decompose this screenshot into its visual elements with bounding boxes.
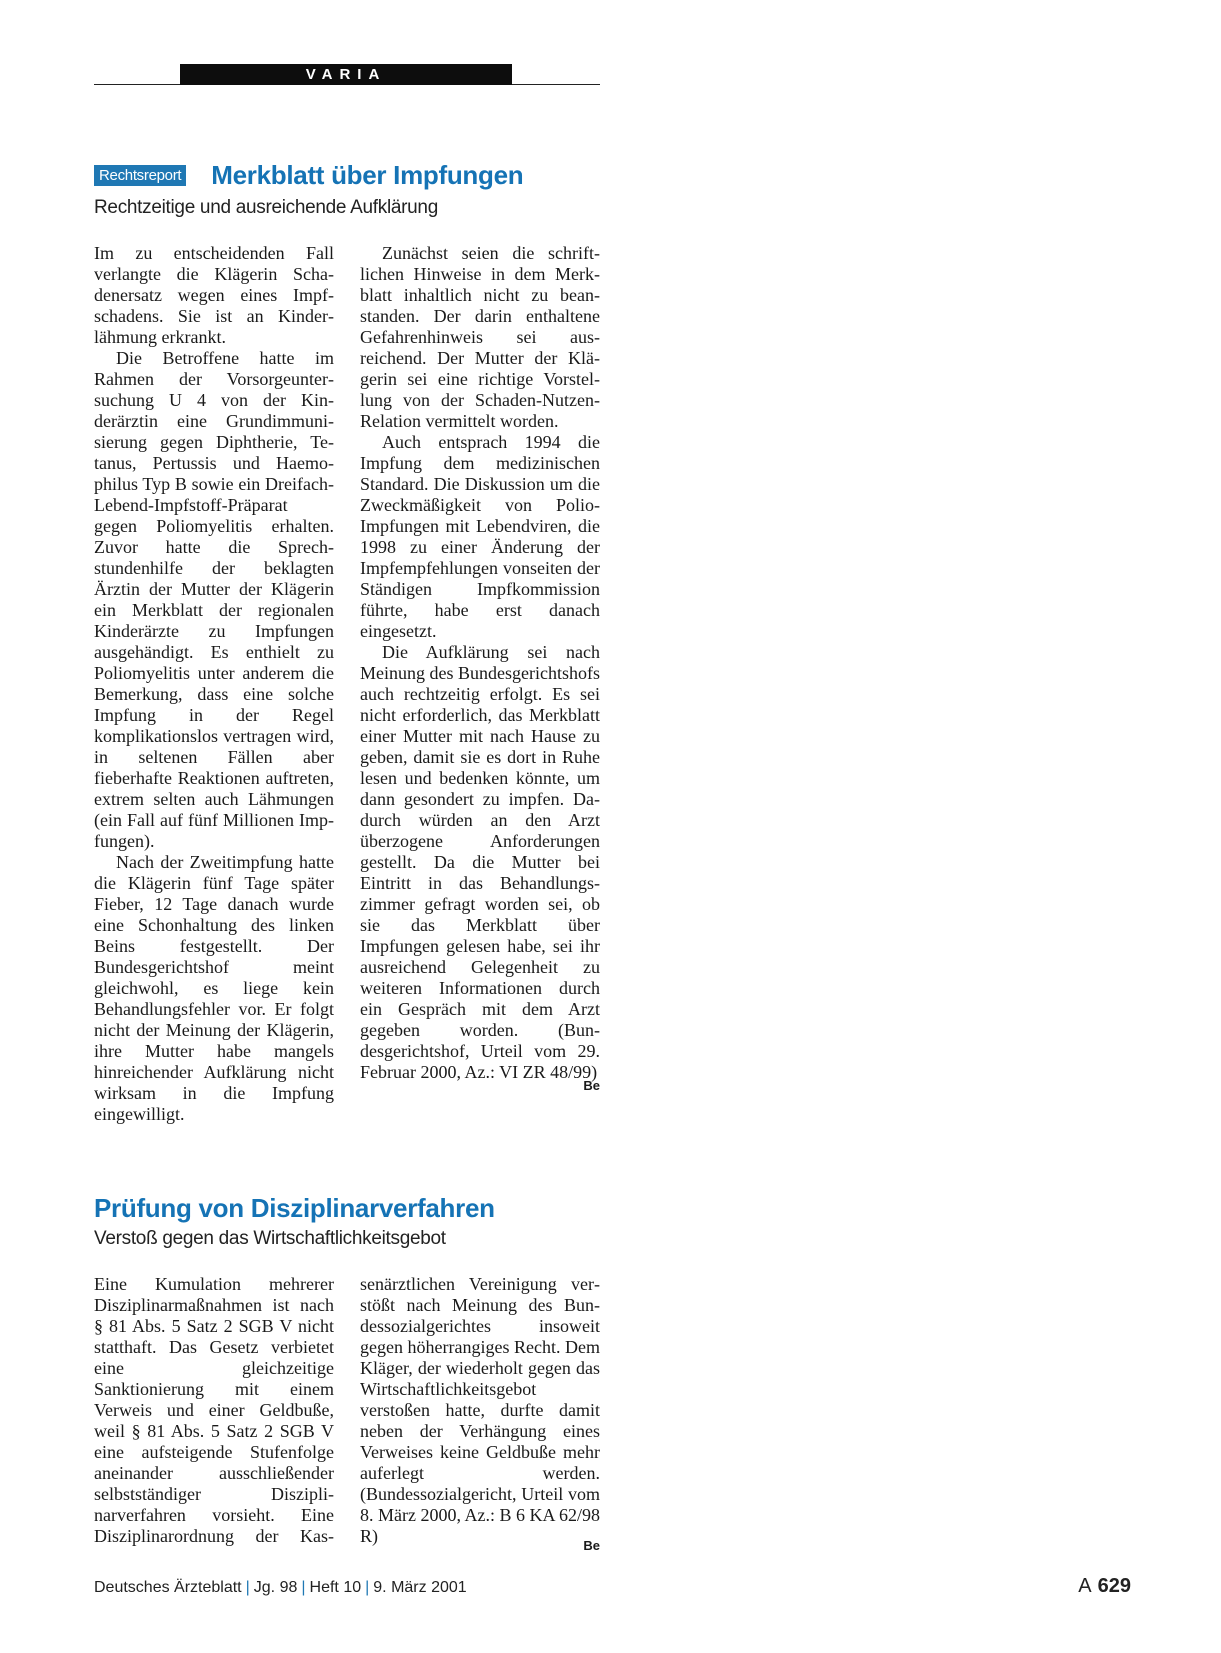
- text-column-right: [360, 243, 600, 1125]
- category-badge: Rechtsreport: [94, 165, 186, 186]
- author-signature: Be: [583, 1078, 600, 1093]
- paragraph: Nach der Zweitimpfung hatte die Klägerin fünf Tage später Fieber, 12 Tage danach wurde eine Schonhaltung des linken Beins festgestellt. Der Bundesgerichtshof meint gleichwohl, es liege kein Behandlungsfehler vor. Er folgt nicht der Meinung der Klägerin, ihre Mutter habe mangels hinreichender Aufklärung nicht wirksam in die Impfung eingewilligt.: [94, 852, 334, 1124]
- separator: |: [301, 1579, 306, 1596]
- issue: Heft 10: [309, 1579, 362, 1596]
- author-signature: Be: [583, 1538, 600, 1553]
- page-prefix: A: [1078, 1575, 1092, 1597]
- paragraph: Im zu entscheidenden Fall verlangte die Klägerin Schadenersatz wegen eines Impfschadens. Sie ist an Kinderlähmung erkrankt.: [94, 243, 334, 347]
- journal-name: Deutsches Ärzteblatt: [94, 1579, 242, 1596]
- article-title: Merkblatt über Impfungen: [211, 159, 524, 190]
- paragraph: Eine Kumulation mehrerer Disziplinarmaßnahmen ist nach § 81 Abs. 5 Satz 2 SGB V nicht statthaft. Das Gesetz verbietet eine gleichzeitige Sanktionierung mit einem Verweis und einer Geldbuße, weil § 81 Abs. 5 Satz 2 SGB V eine aufsteigende Stufenfolge aneinander ausschließender selbstständiger Disziplinarverfahren vorsieht. Eine Disziplinarordnung der Kassenärztlichen Vereinigung verstößt nach Meinung des Bundessozialgerichtes insoweit gegen höherrangiges Recht. Dem Kläger, der wiederholt gegen das Wirtschaftlichkeitsgebot verstoßen hatte, durfte damit neben der Verhängung eines Verweises keine Geldbuße mehr auferlegt werden. (Bundessozialgericht, Urteil vom 8. März 2000, Az.: B 6 KA 62/98 R): [94, 1274, 600, 1546]
- page-number-value: 629: [1097, 1575, 1131, 1597]
- article-merkblatt: [94, 157, 600, 1125]
- article-body: [94, 1274, 600, 1552]
- article-header: [94, 157, 600, 193]
- article-title: Prüfung von Disziplinarverfahren: [94, 1193, 495, 1223]
- paragraph: Die Aufklärung sei nach Meinung des Bundesgerichtshofs auch rechtzeitig erfolgt. Es sei nicht erforderlich, das Merkblatt einer Mutter mit nach Hause zu geben, damit sie es dort in Ruhe lesen und bedenken könnte, um dann gesondert zu impfen. Dadurch würden an den Arzt überzogene Anforderungen gestellt. Da die Mutter bei Eintritt in das Behandlungszimmer gefragt worden sei, ob sie das Merkblatt über Impfungen gelesen habe, sei ihr ausreichend Gelegenheit zu weiteren Informationen durch ein Gespräch mit dem Arzt gegeben worden. (Bundesgerichtshof, Urteil vom 29. Februar 2000, Az.: VI ZR 48/99): [360, 642, 600, 1082]
- issue-date: 9. März 2001: [373, 1579, 467, 1596]
- text-columns: [94, 1274, 600, 1547]
- page-number: [1078, 1575, 1131, 1598]
- paragraph: Zunächst seien die schriftlichen Hinweise in dem Merkblatt inhaltlich nicht zu beanstanden. Der darin enthaltene Gefahrenhinweis sei ausreichend. Der Mutter der Klägerin sei eine richtige Vorstellung von der Schaden-Nutzen-Relation vermittelt worden.: [360, 243, 600, 431]
- paragraph: Auch entsprach 1994 die Impfung dem medizinischen Standard. Die Diskussion um die Zweckmäßigkeit von Polio-Impfungen mit Lebendviren, die 1998 zu einer Änderung der Impfempfehlungen vonseiten der Ständigen Impfkommission führte, habe erst danach eingesetzt.: [360, 432, 600, 641]
- section-label: VARIA: [180, 64, 512, 85]
- paragraph: Die Betroffene hatte im Rahmen der Vorsorgeuntersuchung U 4 von der Kinderärztin eine Grundimmunisierung gegen Diphtherie, Tetanus, Pertussis und Haemophilus Typ B sowie ein Dreifach-Lebend-Impfstoff-Präparat gegen Poliomyelitis erhalten. Zuvor hatte die Sprechstundenhilfe der beklagten Ärztin der Mutter der Klägerin ein Merkblatt der regionalen Kinderärzte zu Impfungen ausgehändigt. Es enthielt zu Poliomyelitis unter anderem die Bemerkung, dass eine solche Impfung in der Regel komplikationslos vertragen wird, in seltenen Fällen aber fieberhafte Reaktionen auftreten, extrem selten auch Lähmungen (ein Fall auf fünf Millionen Impfungen).: [94, 348, 334, 851]
- page-footer: [94, 1575, 1131, 1597]
- article-disziplinarverfahren: [94, 1193, 600, 1552]
- text-column-left: [94, 243, 334, 1125]
- separator: |: [245, 1579, 250, 1596]
- volume: Jg. 98: [253, 1579, 298, 1596]
- article-body: [94, 243, 600, 1125]
- separator: |: [365, 1579, 370, 1596]
- article-subtitle: Verstoß gegen das Wirtschaftlichkeitsgebot: [94, 1228, 446, 1249]
- article-subtitle: Rechtzeitige und ausreichende Aufklärung: [94, 197, 438, 218]
